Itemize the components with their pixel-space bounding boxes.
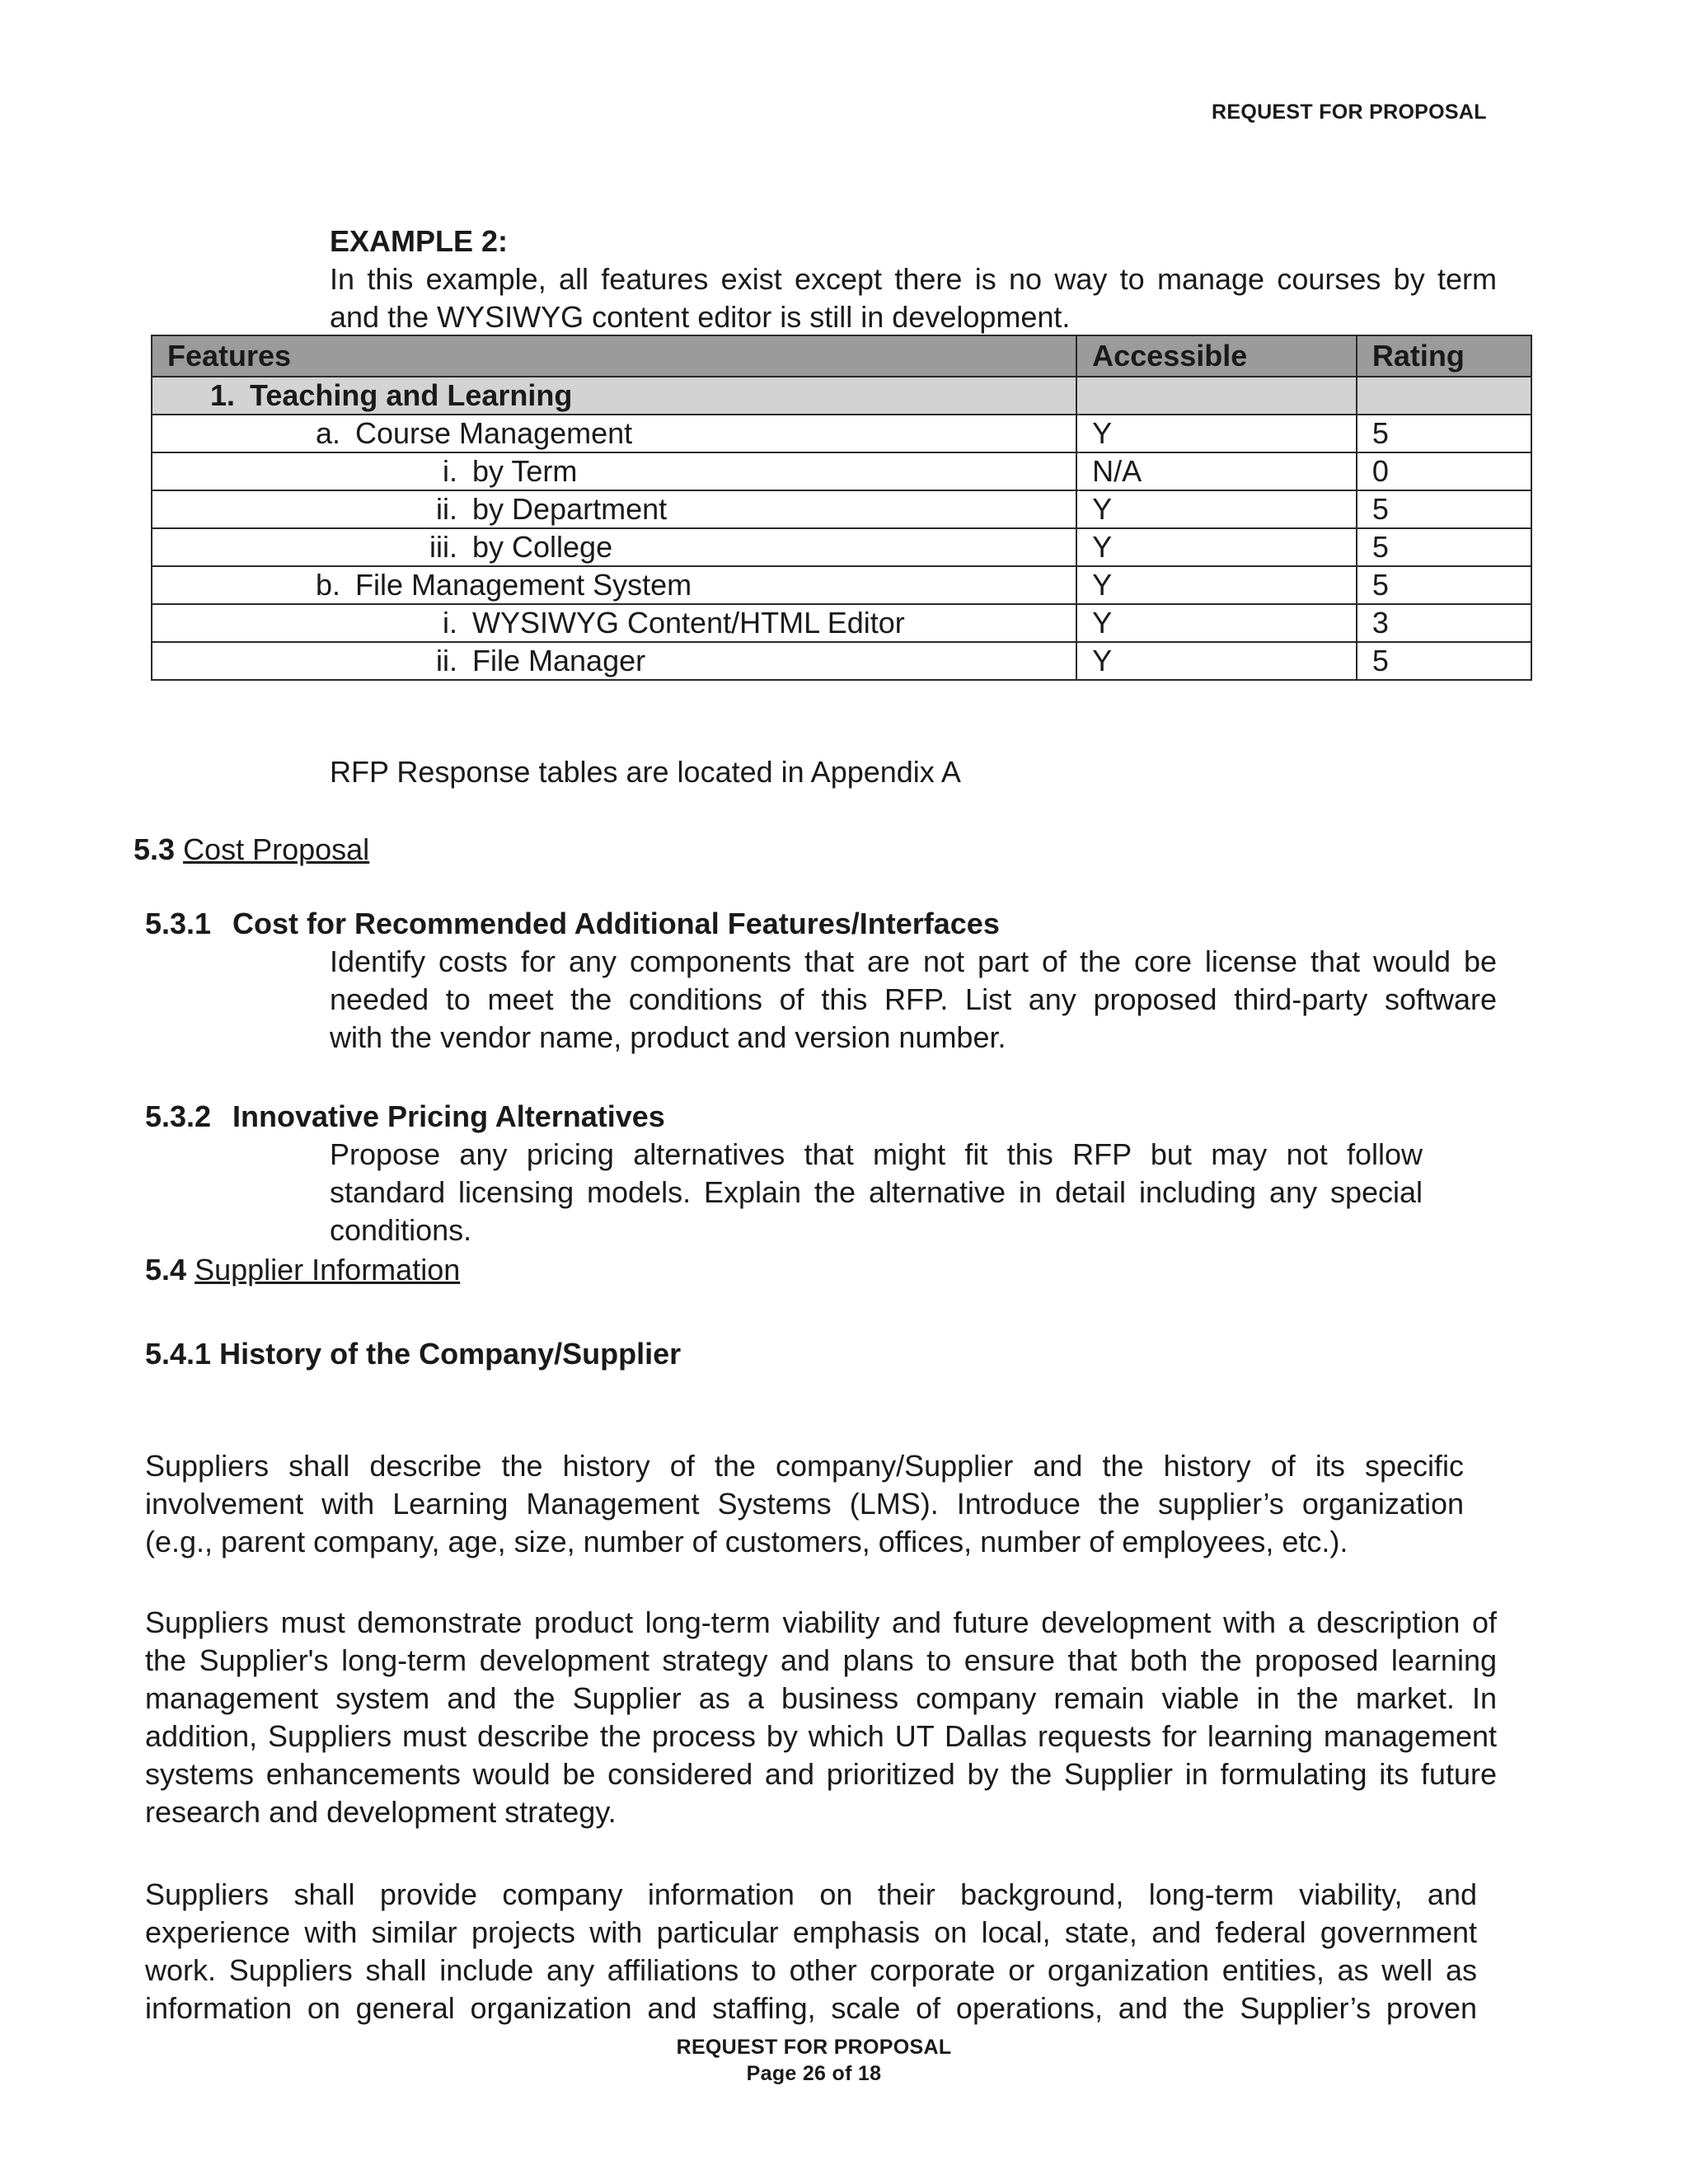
page-footer-title: REQUEST FOR PROPOSAL <box>676 2036 952 2059</box>
section-5-3-2-line-3: conditions. <box>330 1213 472 1247</box>
feature-number: ii. <box>436 492 457 526</box>
feature-cell <box>152 528 1076 566</box>
section-5-3-heading <box>134 831 369 869</box>
paragraph-1-line-3: (e.g., parent company, age, size, number of customers, offices, number of employees, etc.). <box>145 1525 1348 1558</box>
feature-number: i. <box>443 606 457 640</box>
section-5-4-title: Supplier Information <box>195 1253 461 1286</box>
feature-label: File Manager <box>472 644 646 677</box>
section-5-3-2-line-1: Propose any pricing alternatives that might fit this RFP but may not follow <box>330 1137 1423 1171</box>
accessible-cell: N/A <box>1076 452 1357 490</box>
section-5-3-1-line-2: needed to meet the conditions of this RFP. List any proposed third-party software <box>330 982 1497 1016</box>
paragraph-3-line-2: experience with similar projects with particular emphasis on local, state, and federal government <box>145 1915 1477 1949</box>
feature-cell <box>152 452 1076 490</box>
paragraph-1-line-1: Suppliers shall describe the history of the company/Supplier and the history of its specific <box>145 1449 1464 1483</box>
feature-number: a. <box>315 416 340 450</box>
paragraph-2-line-1: Suppliers must demonstrate product long-term viability and future development with a description of <box>145 1605 1497 1639</box>
section-5-3-2-line-2: standard licensing models. Explain the alternative in detail including any special <box>330 1175 1423 1209</box>
paragraph-2-line-6: research and development strategy. <box>145 1795 617 1829</box>
accessible-cell: Y <box>1076 566 1357 604</box>
feature-cell <box>152 490 1076 528</box>
page-number: Page 26 of 18 <box>746 2062 882 2085</box>
section-5-3-2-number: 5.3.2 <box>145 1099 212 1133</box>
accessible-cell: Y <box>1076 490 1357 528</box>
section-5-3-2-title: Innovative Pricing Alternatives <box>232 1099 665 1133</box>
rating-cell: 0 <box>1357 452 1531 490</box>
accessible-cell: Y <box>1076 415 1357 452</box>
section-5-3-1-line-3: with the vendor name, product and version number. <box>330 1020 1006 1054</box>
category-cell <box>152 377 1076 415</box>
rating-cell: 5 <box>1357 642 1531 680</box>
feature-label: File Management System <box>355 568 692 602</box>
section-5-4-heading <box>145 1251 460 1289</box>
paragraph-3-line-1: Suppliers shall provide company information on their background, long-term viability, and <box>145 1877 1477 1911</box>
table-category-row <box>152 377 1531 415</box>
feature-number: ii. <box>436 644 457 677</box>
features-table <box>151 335 1532 681</box>
table-row <box>152 415 1531 452</box>
rfp-appendix-note: RFP Response tables are located in Appendix A <box>330 755 961 789</box>
section-5-3-1-number: 5.3.1 <box>145 907 212 940</box>
example-intro-line-1: In this example, all features exist except there is no way to manage courses by term <box>330 262 1497 296</box>
feature-label: Course Management <box>355 416 633 450</box>
section-5-4-number: 5.4 <box>145 1253 187 1286</box>
rating-cell: 5 <box>1357 566 1531 604</box>
table-row <box>152 452 1531 490</box>
section-5-3-title: Cost Proposal <box>183 832 370 866</box>
paragraph-1-line-2: involvement with Learning Management Systems (LMS). Introduce the supplier’s organization <box>145 1487 1464 1521</box>
rating-cell: 3 <box>1357 604 1531 642</box>
paragraph-2-line-2: the Supplier's long-term development strategy and plans to ensure that both the proposed learning <box>145 1643 1497 1677</box>
table-row <box>152 490 1531 528</box>
paragraph-2-line-3: management system and the Supplier as a business company remain viable in the market. In <box>145 1681 1497 1715</box>
table-header-row <box>152 335 1531 377</box>
feature-label: by Department <box>472 492 668 526</box>
section-5-3-1-line-1: Identify costs for any components that are not part of the core license that would be <box>330 944 1497 978</box>
column-header-features: Features <box>152 335 1076 377</box>
feature-label: by Term <box>472 454 578 488</box>
paragraph-2-line-5: systems enhancements would be considered and prioritized by the Supplier in formulating its future <box>145 1757 1497 1791</box>
feature-cell <box>152 642 1076 680</box>
rating-cell: 5 <box>1357 528 1531 566</box>
section-5-3-number: 5.3 <box>134 832 176 866</box>
feature-label: WYSIWYG Content/HTML Editor <box>472 606 905 640</box>
paragraph-3-line-4: information on general organization and staffing, scale of operations, and the Supplier’s proven <box>145 1991 1477 2025</box>
feature-cell <box>152 566 1076 604</box>
rating-cell: 5 <box>1357 490 1531 528</box>
category-rating-cell <box>1357 377 1531 415</box>
column-header-accessible: Accessible <box>1076 335 1357 377</box>
category-label: Teaching and Learning <box>250 378 573 412</box>
category-number: 1. <box>209 378 235 412</box>
section-5-4-1-heading: 5.4.1 History of the Company/Supplier <box>145 1337 682 1371</box>
rating-cell: 5 <box>1357 415 1531 452</box>
feature-number: b. <box>315 568 340 602</box>
accessible-cell: Y <box>1076 642 1357 680</box>
feature-number: iii. <box>429 530 457 564</box>
accessible-cell: Y <box>1076 528 1357 566</box>
category-accessible-cell <box>1076 377 1357 415</box>
feature-cell <box>152 415 1076 452</box>
feature-cell <box>152 604 1076 642</box>
feature-number: i. <box>443 454 457 488</box>
example-heading: EXAMPLE 2: <box>330 224 509 258</box>
paragraph-2-line-4: addition, Suppliers must describe the process by which UT Dallas requests for learning management <box>145 1719 1497 1753</box>
accessible-cell: Y <box>1076 604 1357 642</box>
table-row <box>152 528 1531 566</box>
feature-label: by College <box>472 530 613 564</box>
table-row <box>152 642 1531 680</box>
example-intro-line-2: and the WYSIWYG content editor is still in development. <box>330 300 1071 334</box>
table-row <box>152 604 1531 642</box>
paragraph-3-line-3: work. Suppliers shall include any affiliations to other corporate or organization entities, as well as <box>145 1953 1477 1987</box>
page-header-title: REQUEST FOR PROPOSAL <box>1212 101 1487 124</box>
table-row <box>152 566 1531 604</box>
section-5-3-1-title: Cost for Recommended Additional Features/Interfaces <box>232 907 1000 940</box>
column-header-rating: Rating <box>1357 335 1531 377</box>
